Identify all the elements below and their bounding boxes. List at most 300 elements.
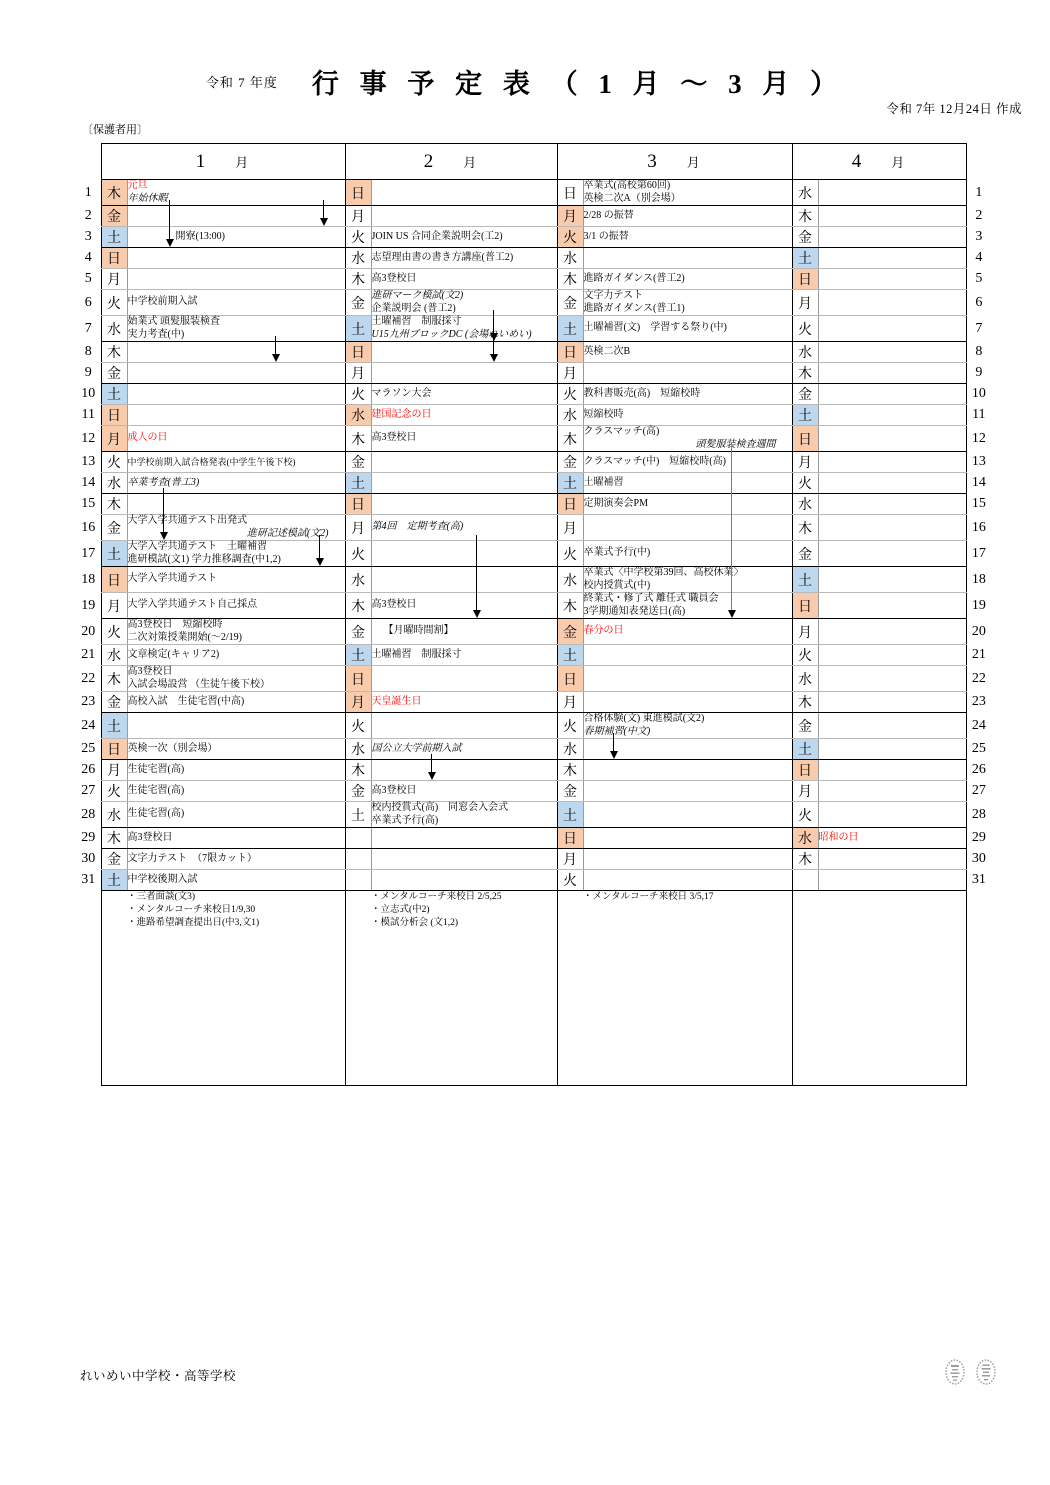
day-of-week-mar: 水 (557, 248, 583, 269)
day-of-week-feb: 月 (345, 692, 371, 713)
day-of-week-jan: 木 (101, 180, 127, 206)
event-cell-apr (818, 206, 966, 227)
day-of-week-mar: 水 (557, 739, 583, 760)
day-of-week-jan: 土 (101, 227, 127, 248)
day-of-week-apr: 火 (792, 473, 818, 494)
day-number-right: 15 (971, 496, 986, 511)
day-of-week-apr: 水 (792, 666, 818, 692)
memo-gutter-jan (101, 891, 127, 1086)
day-number-right: 31 (971, 872, 986, 887)
day-number-left: 14 (81, 475, 96, 490)
event-text: 高3登校日 (371, 432, 417, 444)
day-of-week-mar: 火 (557, 713, 583, 739)
event-cell-mar (583, 363, 792, 384)
event-text: 卒業式(高校第60回) (583, 180, 671, 191)
day-number-left: 4 (84, 250, 92, 265)
day-of-week-mar: 土 (557, 802, 583, 828)
event-cell-feb (371, 290, 557, 316)
event-cell-jan (127, 692, 345, 713)
event-cell-jan (127, 619, 345, 645)
calendar-day-row (76, 248, 991, 269)
day-of-week-feb: 水 (345, 739, 371, 760)
month-header-row (76, 144, 991, 180)
day-of-week-apr: 土 (792, 739, 818, 760)
day-number-left: 18 (81, 571, 96, 587)
day-of-week-mar: 金 (557, 452, 583, 473)
event-cell-feb (371, 269, 557, 290)
event-cell-mar (583, 269, 792, 290)
memo-line: ・メンタルコーチ来校日1/9,30 (127, 905, 256, 915)
event-text: 建国記念の日 (371, 408, 432, 420)
calendar-day-row (76, 567, 991, 593)
day-of-week-jan: 日 (101, 248, 127, 269)
month-kanji: 月 (891, 154, 907, 170)
day-of-week-jan: 火 (101, 619, 127, 645)
day-of-week-mar: 水 (557, 567, 583, 593)
event-text: 元旦 (127, 180, 148, 191)
event-text: 生徒宅習(高) (127, 784, 185, 796)
event-cell-jan (127, 405, 345, 426)
event-text: 3/1 の振替 (583, 230, 629, 242)
day-of-week-feb: 土 (345, 802, 371, 828)
day-of-week-mar: 日 (557, 828, 583, 849)
day-of-week-feb: 火 (345, 227, 371, 248)
day-number-right: 30 (971, 851, 986, 866)
day-of-week-apr: 木 (792, 206, 818, 227)
event-cell-apr (818, 593, 966, 619)
event-cell-jan (127, 426, 345, 452)
day-number-left: 9 (84, 365, 92, 380)
calendar-table (76, 143, 991, 1086)
memo-line: ・立志式(中2) (371, 905, 430, 915)
day-of-week-apr: 日 (792, 760, 818, 781)
event-text: 中学校後期入試 (127, 873, 198, 885)
seal-stamp-icon (942, 1357, 968, 1387)
event-cell-feb (371, 541, 557, 567)
calendar-day-row (76, 452, 991, 473)
event-cell-apr (818, 426, 966, 452)
event-cell-mar (583, 342, 792, 363)
day-number-left: 10 (81, 386, 96, 401)
day-of-week-mar: 日 (557, 180, 583, 206)
calendar-day-row (76, 802, 991, 828)
day-of-week-apr: 水 (792, 494, 818, 515)
event-cell-feb (371, 802, 557, 828)
event-cell-feb (371, 713, 557, 739)
memo-spacer-left (76, 891, 101, 1086)
event-cell-apr (818, 567, 966, 593)
day-number-left: 30 (81, 851, 96, 866)
day-of-week-apr: 土 (792, 567, 818, 593)
day-of-week-feb: 木 (345, 269, 371, 290)
event-cell-apr (818, 802, 966, 828)
event-cell-feb (371, 828, 557, 849)
event-cell-apr (818, 405, 966, 426)
day-number-left: 24 (81, 717, 96, 733)
day-number-left: 20 (81, 623, 96, 639)
day-number-left: 1 (84, 184, 92, 200)
event-cell-apr (818, 180, 966, 206)
day-number-left: 28 (81, 806, 96, 822)
day-of-week-jan: 金 (101, 206, 127, 227)
day-of-week-apr: 金 (792, 541, 818, 567)
event-cell-apr (818, 316, 966, 342)
day-of-week-mar: 土 (557, 645, 583, 666)
event-cell-jan (127, 713, 345, 739)
event-text: 高校入試 生徒宅習(中高) (127, 695, 245, 707)
day-number-left: 2 (84, 208, 92, 223)
day-number-right: 8 (975, 344, 983, 359)
day-of-week-apr: 木 (792, 692, 818, 713)
event-cell-apr (818, 781, 966, 802)
day-of-week-mar: 木 (557, 760, 583, 781)
month-header-1 (101, 144, 345, 180)
day-of-week-apr: 火 (792, 316, 818, 342)
event-cell-jan (127, 870, 345, 891)
event-text: 進研マーク模試(文2) (371, 290, 464, 301)
event-text: 校内授賞式(中) (583, 579, 651, 591)
event-cell-feb (371, 781, 557, 802)
event-cell-apr (818, 828, 966, 849)
day-number-right: 3 (975, 229, 983, 244)
calendar-day-row (76, 760, 991, 781)
day-of-week-feb: 金 (345, 290, 371, 316)
day-of-week-jan: 土 (101, 384, 127, 405)
event-cell-jan (127, 666, 345, 692)
event-text: 校内授賞式(高) 同窓会入会式 (371, 802, 509, 813)
event-text: 高3登校日 (371, 784, 417, 796)
calendar-day-row (76, 473, 991, 494)
day-number-left: 29 (81, 830, 96, 845)
day-number-left: 8 (84, 344, 92, 359)
event-cell-jan (127, 739, 345, 760)
day-of-week-mar: 木 (557, 269, 583, 290)
event-cell-jan (127, 452, 345, 473)
day-of-week-apr: 金 (792, 713, 818, 739)
day-of-week-mar: 金 (557, 781, 583, 802)
event-cell-feb (371, 384, 557, 405)
calendar-day-row (76, 426, 991, 452)
event-cell-mar (583, 452, 792, 473)
day-of-week-mar: 土 (557, 316, 583, 342)
event-text: 天皇誕生日 (371, 695, 422, 707)
day-of-week-mar: 火 (557, 384, 583, 405)
event-text: 土曜補習 制服採寸 (371, 316, 462, 327)
day-of-week-mar: 日 (557, 494, 583, 515)
event-cell-apr (818, 384, 966, 405)
event-cell-mar (583, 494, 792, 515)
event-cell-feb (371, 180, 557, 206)
event-cell-mar (583, 426, 792, 452)
day-of-week-jan: 水 (101, 645, 127, 666)
day-number-right: 21 (971, 647, 986, 662)
event-text: 教科書販売(高) 短縮校時 (583, 387, 701, 399)
event-text: 短縮校時 (583, 408, 624, 420)
day-of-week-jan: 木 (101, 494, 127, 515)
day-number-right: 17 (971, 545, 986, 561)
event-cell-mar (583, 666, 792, 692)
day-number-right: 23 (971, 694, 986, 709)
day-number-right: 29 (971, 830, 986, 845)
calendar-day-row (76, 781, 991, 802)
event-cell-jan (127, 760, 345, 781)
event-cell-mar (583, 180, 792, 206)
event-text: 国公立大学前期入試 (371, 742, 462, 754)
event-cell-apr (818, 290, 966, 316)
event-cell-mar (583, 541, 792, 567)
day-of-week-apr: 土 (792, 405, 818, 426)
day-number-left: 12 (81, 430, 96, 446)
month-kanji: 月 (686, 154, 702, 170)
event-text: 土曜補習 (583, 476, 624, 488)
event-cell-feb (371, 363, 557, 384)
calendar-body (76, 180, 991, 891)
calendar-day-row (76, 363, 991, 384)
event-cell-jan (127, 384, 345, 405)
event-text: 年始休暇 (127, 192, 168, 204)
event-text: 英検一次（別会場） (127, 742, 218, 754)
day-number-right: 11 (972, 407, 986, 422)
day-number-left: 15 (81, 496, 96, 511)
day-number-right: 24 (971, 717, 986, 733)
day-number-left: 31 (81, 872, 96, 887)
day-of-week-jan: 月 (101, 269, 127, 290)
event-text: 文字力テスト (583, 290, 644, 301)
event-text: 進研模試(文1) 学力推移調査(中1,2) (127, 553, 281, 565)
calendar-day-row (76, 828, 991, 849)
day-of-week-feb: 日 (345, 180, 371, 206)
day-of-week-mar: 金 (557, 290, 583, 316)
day-number-right: 20 (971, 623, 986, 639)
day-of-week-feb: 土 (345, 473, 371, 494)
day-number-right: 28 (971, 806, 986, 822)
event-cell-feb (371, 473, 557, 494)
seal-stamp-icon (973, 1357, 999, 1387)
event-text: 合格体験(文) 東進模試(文2) (583, 713, 705, 724)
day-number-right: 18 (971, 571, 986, 587)
calendar-day-row (76, 494, 991, 515)
memo-gutter-feb (345, 891, 371, 1086)
month-kanji: 月 (235, 154, 251, 170)
event-cell-mar (583, 739, 792, 760)
day-of-week-apr: 金 (792, 227, 818, 248)
calendar-day-row (76, 515, 991, 541)
event-cell-jan (127, 290, 345, 316)
event-text: 大学入学共通テスト出発式 (127, 515, 248, 526)
day-of-week-feb: 木 (345, 426, 371, 452)
event-cell-mar (583, 760, 792, 781)
event-cell-jan (127, 593, 345, 619)
day-of-week-mar: 日 (557, 342, 583, 363)
day-of-week-jan: 水 (101, 473, 127, 494)
event-cell-apr (818, 541, 966, 567)
event-cell-mar (583, 248, 792, 269)
day-of-week-feb (345, 828, 371, 849)
day-of-week-mar: 木 (557, 593, 583, 619)
event-cell-feb (371, 739, 557, 760)
event-cell-jan (127, 541, 345, 567)
calendar-day-row (76, 384, 991, 405)
day-of-week-jan: 木 (101, 828, 127, 849)
audience-note: 〔保護者用〕 (82, 124, 148, 136)
event-cell-jan (127, 206, 345, 227)
memo-row (76, 891, 991, 1086)
event-text: 文章検定(キャリア2) (127, 648, 220, 660)
calendar-day-row (76, 692, 991, 713)
event-cell-apr (818, 494, 966, 515)
event-cell-mar (583, 593, 792, 619)
event-text: 二次対策授業開始(～2/19) (127, 631, 242, 643)
day-number-left: 5 (84, 271, 92, 286)
event-cell-jan (127, 567, 345, 593)
event-cell-feb (371, 405, 557, 426)
calendar-head (76, 144, 991, 180)
day-of-week-jan: 金 (101, 363, 127, 384)
event-cell-jan (127, 248, 345, 269)
event-cell-apr (818, 248, 966, 269)
day-number-left: 11 (81, 407, 95, 422)
memo-mar (583, 891, 792, 1086)
event-cell-mar (583, 619, 792, 645)
day-of-week-apr: 火 (792, 645, 818, 666)
event-text: 3学期通知表発送日(高) (583, 605, 686, 617)
day-of-week-apr: 水 (792, 180, 818, 206)
event-cell-mar (583, 515, 792, 541)
day-number-right: 6 (975, 294, 983, 310)
title-block (0, 62, 1050, 101)
day-of-week-apr (792, 870, 818, 891)
day-of-week-mar: 金 (557, 619, 583, 645)
day-of-week-jan: 火 (101, 452, 127, 473)
event-text: 生徒宅習(高) (127, 763, 185, 775)
day-of-week-jan: 日 (101, 739, 127, 760)
event-cell-feb (371, 593, 557, 619)
event-cell-apr (818, 849, 966, 870)
day-number-right: 25 (971, 741, 986, 756)
month-header-4 (792, 144, 966, 180)
event-cell-jan (127, 802, 345, 828)
day-of-week-apr: 土 (792, 248, 818, 269)
day-of-week-feb: 日 (345, 342, 371, 363)
calendar-day-row (76, 290, 991, 316)
event-cell-apr (818, 452, 966, 473)
day-of-week-mar: 月 (557, 692, 583, 713)
day-of-week-feb: 日 (345, 494, 371, 515)
day-of-week-mar: 日 (557, 666, 583, 692)
calendar-day-row (76, 541, 991, 567)
day-of-week-feb: 月 (345, 206, 371, 227)
day-of-week-apr: 木 (792, 363, 818, 384)
memo-gutter-apr (792, 891, 818, 1086)
event-text: 始業式 頭髪服装検査 (127, 316, 220, 327)
memo-spacer-right (966, 891, 991, 1086)
calendar-day-row (76, 593, 991, 619)
day-number-right: 22 (971, 670, 986, 686)
day-of-week-jan: 金 (101, 692, 127, 713)
event-cell-mar (583, 405, 792, 426)
event-text: 中学校前期入試 (127, 296, 198, 308)
day-number-left: 7 (84, 320, 92, 336)
event-text: 昭和の日 (818, 831, 859, 843)
day-of-week-apr: 月 (792, 781, 818, 802)
calendar-day-row (76, 849, 991, 870)
day-of-week-jan: 水 (101, 802, 127, 828)
calendar-day-row (76, 269, 991, 290)
era-label: 令和 7 年度 (205, 75, 278, 90)
day-of-week-jan: 月 (101, 760, 127, 781)
event-cell-jan (127, 227, 345, 248)
day-of-week-apr: 日 (792, 426, 818, 452)
calendar-day-row (76, 342, 991, 363)
header-spacer-left (76, 144, 101, 180)
event-cell-mar (583, 645, 792, 666)
event-cell-apr (818, 227, 966, 248)
event-text: 大学入学共通テスト (127, 573, 218, 585)
month-number: 3 (647, 150, 659, 172)
day-of-week-feb: 火 (345, 384, 371, 405)
event-cell-feb (371, 870, 557, 891)
event-text: 実力考査(中) (127, 328, 185, 340)
event-text: 進研記述模試(文2) (246, 527, 329, 539)
event-cell-mar (583, 870, 792, 891)
event-cell-feb (371, 567, 557, 593)
calendar-day-row (76, 619, 991, 645)
day-of-week-apr: 月 (792, 619, 818, 645)
event-cell-apr (818, 870, 966, 891)
event-cell-jan (127, 781, 345, 802)
event-text: 第4回 定期考査(高) (371, 521, 464, 533)
event-cell-feb (371, 760, 557, 781)
event-cell-jan (127, 269, 345, 290)
day-of-week-feb: 水 (345, 248, 371, 269)
event-cell-feb (371, 666, 557, 692)
day-of-week-mar: 水 (557, 405, 583, 426)
event-cell-feb (371, 342, 557, 363)
memo-line: ・進路希望調査提出日(中3,文1) (127, 918, 260, 928)
day-number-left: 19 (81, 597, 96, 613)
memo-line: ・三者面談(文3) (127, 892, 196, 902)
event-text: 進路ガイダンス(普工1) (583, 302, 685, 314)
event-text: 卒業考査(普工3) (127, 476, 200, 488)
event-cell-mar (583, 802, 792, 828)
event-text: 卒業式〈中学校第39回、高校休業〉 (583, 567, 744, 578)
day-of-week-mar: 火 (557, 870, 583, 891)
event-cell-jan (127, 316, 345, 342)
event-cell-mar (583, 384, 792, 405)
day-of-week-mar: 月 (557, 515, 583, 541)
day-of-week-apr: 水 (792, 828, 818, 849)
event-text: 文字力テスト （7限カット） (127, 852, 257, 864)
event-cell-mar (583, 290, 792, 316)
day-number-right: 2 (975, 208, 983, 223)
event-text: 英検二次A（別会場） (583, 192, 681, 204)
day-of-week-jan: 土 (101, 870, 127, 891)
day-of-week-feb: 月 (345, 515, 371, 541)
day-of-week-feb: 水 (345, 567, 371, 593)
day-number-left: 23 (81, 694, 96, 709)
day-of-week-apr: 水 (792, 342, 818, 363)
event-text: 大学入学共通テスト 土曜補習 (127, 541, 268, 552)
event-cell-feb (371, 452, 557, 473)
event-cell-mar (583, 781, 792, 802)
event-cell-jan (127, 363, 345, 384)
calendar-day-row (76, 645, 991, 666)
event-cell-feb (371, 645, 557, 666)
page-title: 行 事 予 定 表 （ 1 月 ～ 3 月 ） (311, 69, 845, 99)
event-text: 【月曜時間割】 (383, 625, 454, 637)
event-cell-mar (583, 713, 792, 739)
seal-stamps (942, 1357, 1002, 1389)
